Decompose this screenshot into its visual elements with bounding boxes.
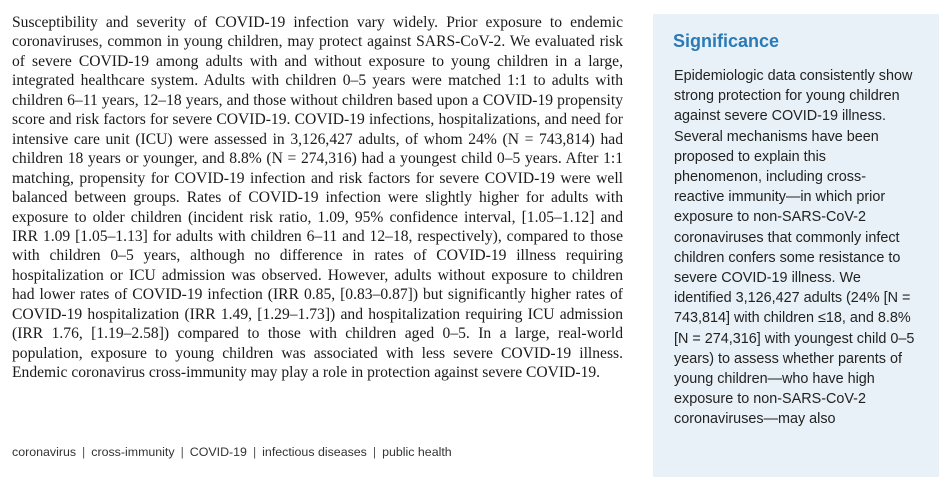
abstract-text: Susceptibility and severity of COVID-19 infection vary widely. Prior exposure to endemic coronaviruses, common in young children, may protect against SARS-CoV-2. We evaluated risk of severe COVID-19 among adults with and without exposure to young children in a large, integrated healthcare system. Adults with children 0–5 years were matched 1:1 to adults with children 6–11 years, 12–18 years, and those without children based upon a COVID-19 propensity score and risk factors for severe COVID-19. COVID-19 infections, hospitalizations, and need for intensive care unit (ICU) were assessed in 3,126,427 adults, of whom 24% (N = 743,814) had children 18 years or younger, and 8.8% (N = 274,316) had a youngest child 0–5 years. After 1:1 matching, propensity for COVID-19 infection and risk factors for severe COVID-19 were well balanced between groups. Rates of COVID-19 infection were slightly higher for adults with exposure to older children (incident risk ratio, 1.09, 95% confidence interval, [1.05–1.12] and IRR 1.09 [1.05–1.13] for adults with children 6–11 and 12–18, respectively), compared to those with children 0–5 years, although no difference in rates of COVID-19 illness requiring hospitalization or ICU admission was observed. However, adults without exposure to children had lower rates of COVID-19 infection (IRR 0.85, [0.83–0.87]) but significantly higher rates of COVID-19 hospitalization (IRR 1.49, [1.29–1.73]) and hospitalization requiring ICU admission (IRR 1.76, [1.19–2.58]) compared to those with children aged 0–5. In a large, real-world population, exposure to young children was associated with less severe COVID-19 illness. Endemic coronavirus cross-immunity may play a role in protection against severe COVID-19. (12, 14, 623, 382)
keyword-separator: | (82, 445, 86, 459)
keyword-separator: | (180, 445, 184, 459)
abstract (12, 13, 623, 383)
significance-box (653, 14, 939, 477)
keywords-list (12, 445, 452, 459)
keyword: coronavirus (12, 445, 77, 459)
significance-title: Significance (673, 31, 780, 51)
keyword-separator: | (252, 445, 257, 459)
keyword: public health (382, 445, 452, 459)
keyword: cross-immunity (91, 445, 175, 459)
keyword-separator: | (372, 445, 377, 459)
significance-text: Epidemiologic data consistently show strong protection for young children against severe COVID-19 illness. Several mechanisms have been proposed to explain this phenomenon, including cross-reactive immunity—in which prior exposure to non-SARS-CoV-2 coronaviruses that commonly infect children confers some resistance to severe COVID-19 illness. We identified 3,126,427 adults (24% [N = 743,814] with children ≤18, and 8.8% [N = 274,316] with youngest child 0–5 years) to assess whether parents of young children—who have high exposure to non-SARS-CoV-2 coronaviruses—may also (674, 68, 915, 428)
keyword: COVID-19 (189, 445, 247, 459)
keyword: infectious diseases (262, 445, 367, 459)
